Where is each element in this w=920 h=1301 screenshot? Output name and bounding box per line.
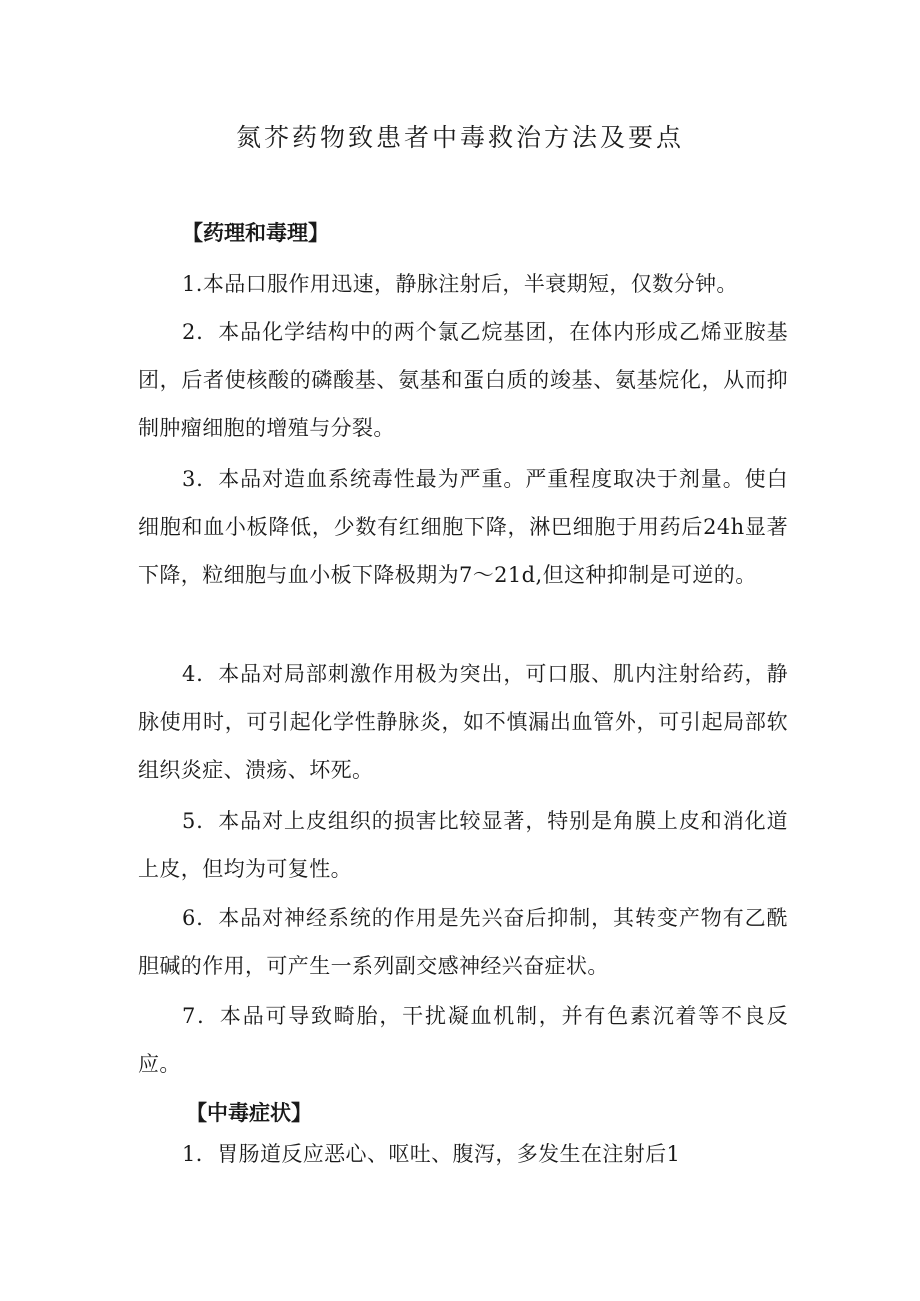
section-heading-pharmacology: 【药理和毒理】 <box>182 221 329 245</box>
document-title: 氮芥药物致患者中毒救治方法及要点 <box>235 123 684 152</box>
paragraph-symptoms-1: 1．胃肠道反应恶心、呕吐、腹泻，多发生在注射后1 <box>182 1142 681 1166</box>
paragraph-pharmacology-3: 3．本品对造血系统毒性最为严重。严重程度取决于剂量。使白细胞和血小板降低，少数有红细胞下降，淋巴细胞于用药后24h显著下降，粒细胞与血小板下降极期为7～21d,但这种抑制是可逆的。 <box>138 467 788 587</box>
paragraph-pharmacology-1: 1.本品口服作用迅速，静脉注射后，半衰期短，仅数分钟。 <box>182 272 738 296</box>
paragraph-pharmacology-7: 7．本品可导致畸胎，干扰凝血机制，并有色素沉着等不良反应。 <box>138 1004 788 1076</box>
paragraph-pharmacology-4: 4．本品对局部刺激作用极为突出，可口服、肌内注射给药，静脉使用时，可引起化学性静脉炎，如不慎漏出血管外，可引起局部软组织炎症、溃疡、坏死。 <box>138 662 788 782</box>
paragraph-pharmacology-5: 5．本品对上皮组织的损害比较显著，特别是角膜上皮和消化道上皮，但均为可复性。 <box>138 809 788 881</box>
paragraph-pharmacology-2: 2．本品化学结构中的两个氯乙烷基团，在体内形成乙烯亚胺基团，后者使核酸的磷酸基、氨基和蛋白质的竣基、氨基烷化，从而抑制肿瘤细胞的增殖与分裂。 <box>138 320 788 440</box>
paragraph-pharmacology-6: 6．本品对神经系统的作用是先兴奋后抑制，其转变产物有乙酰胆碱的作用，可产生一系列副交感神经兴奋症状。 <box>138 906 788 978</box>
section-heading-symptoms: 【中毒症状】 <box>186 1101 312 1125</box>
